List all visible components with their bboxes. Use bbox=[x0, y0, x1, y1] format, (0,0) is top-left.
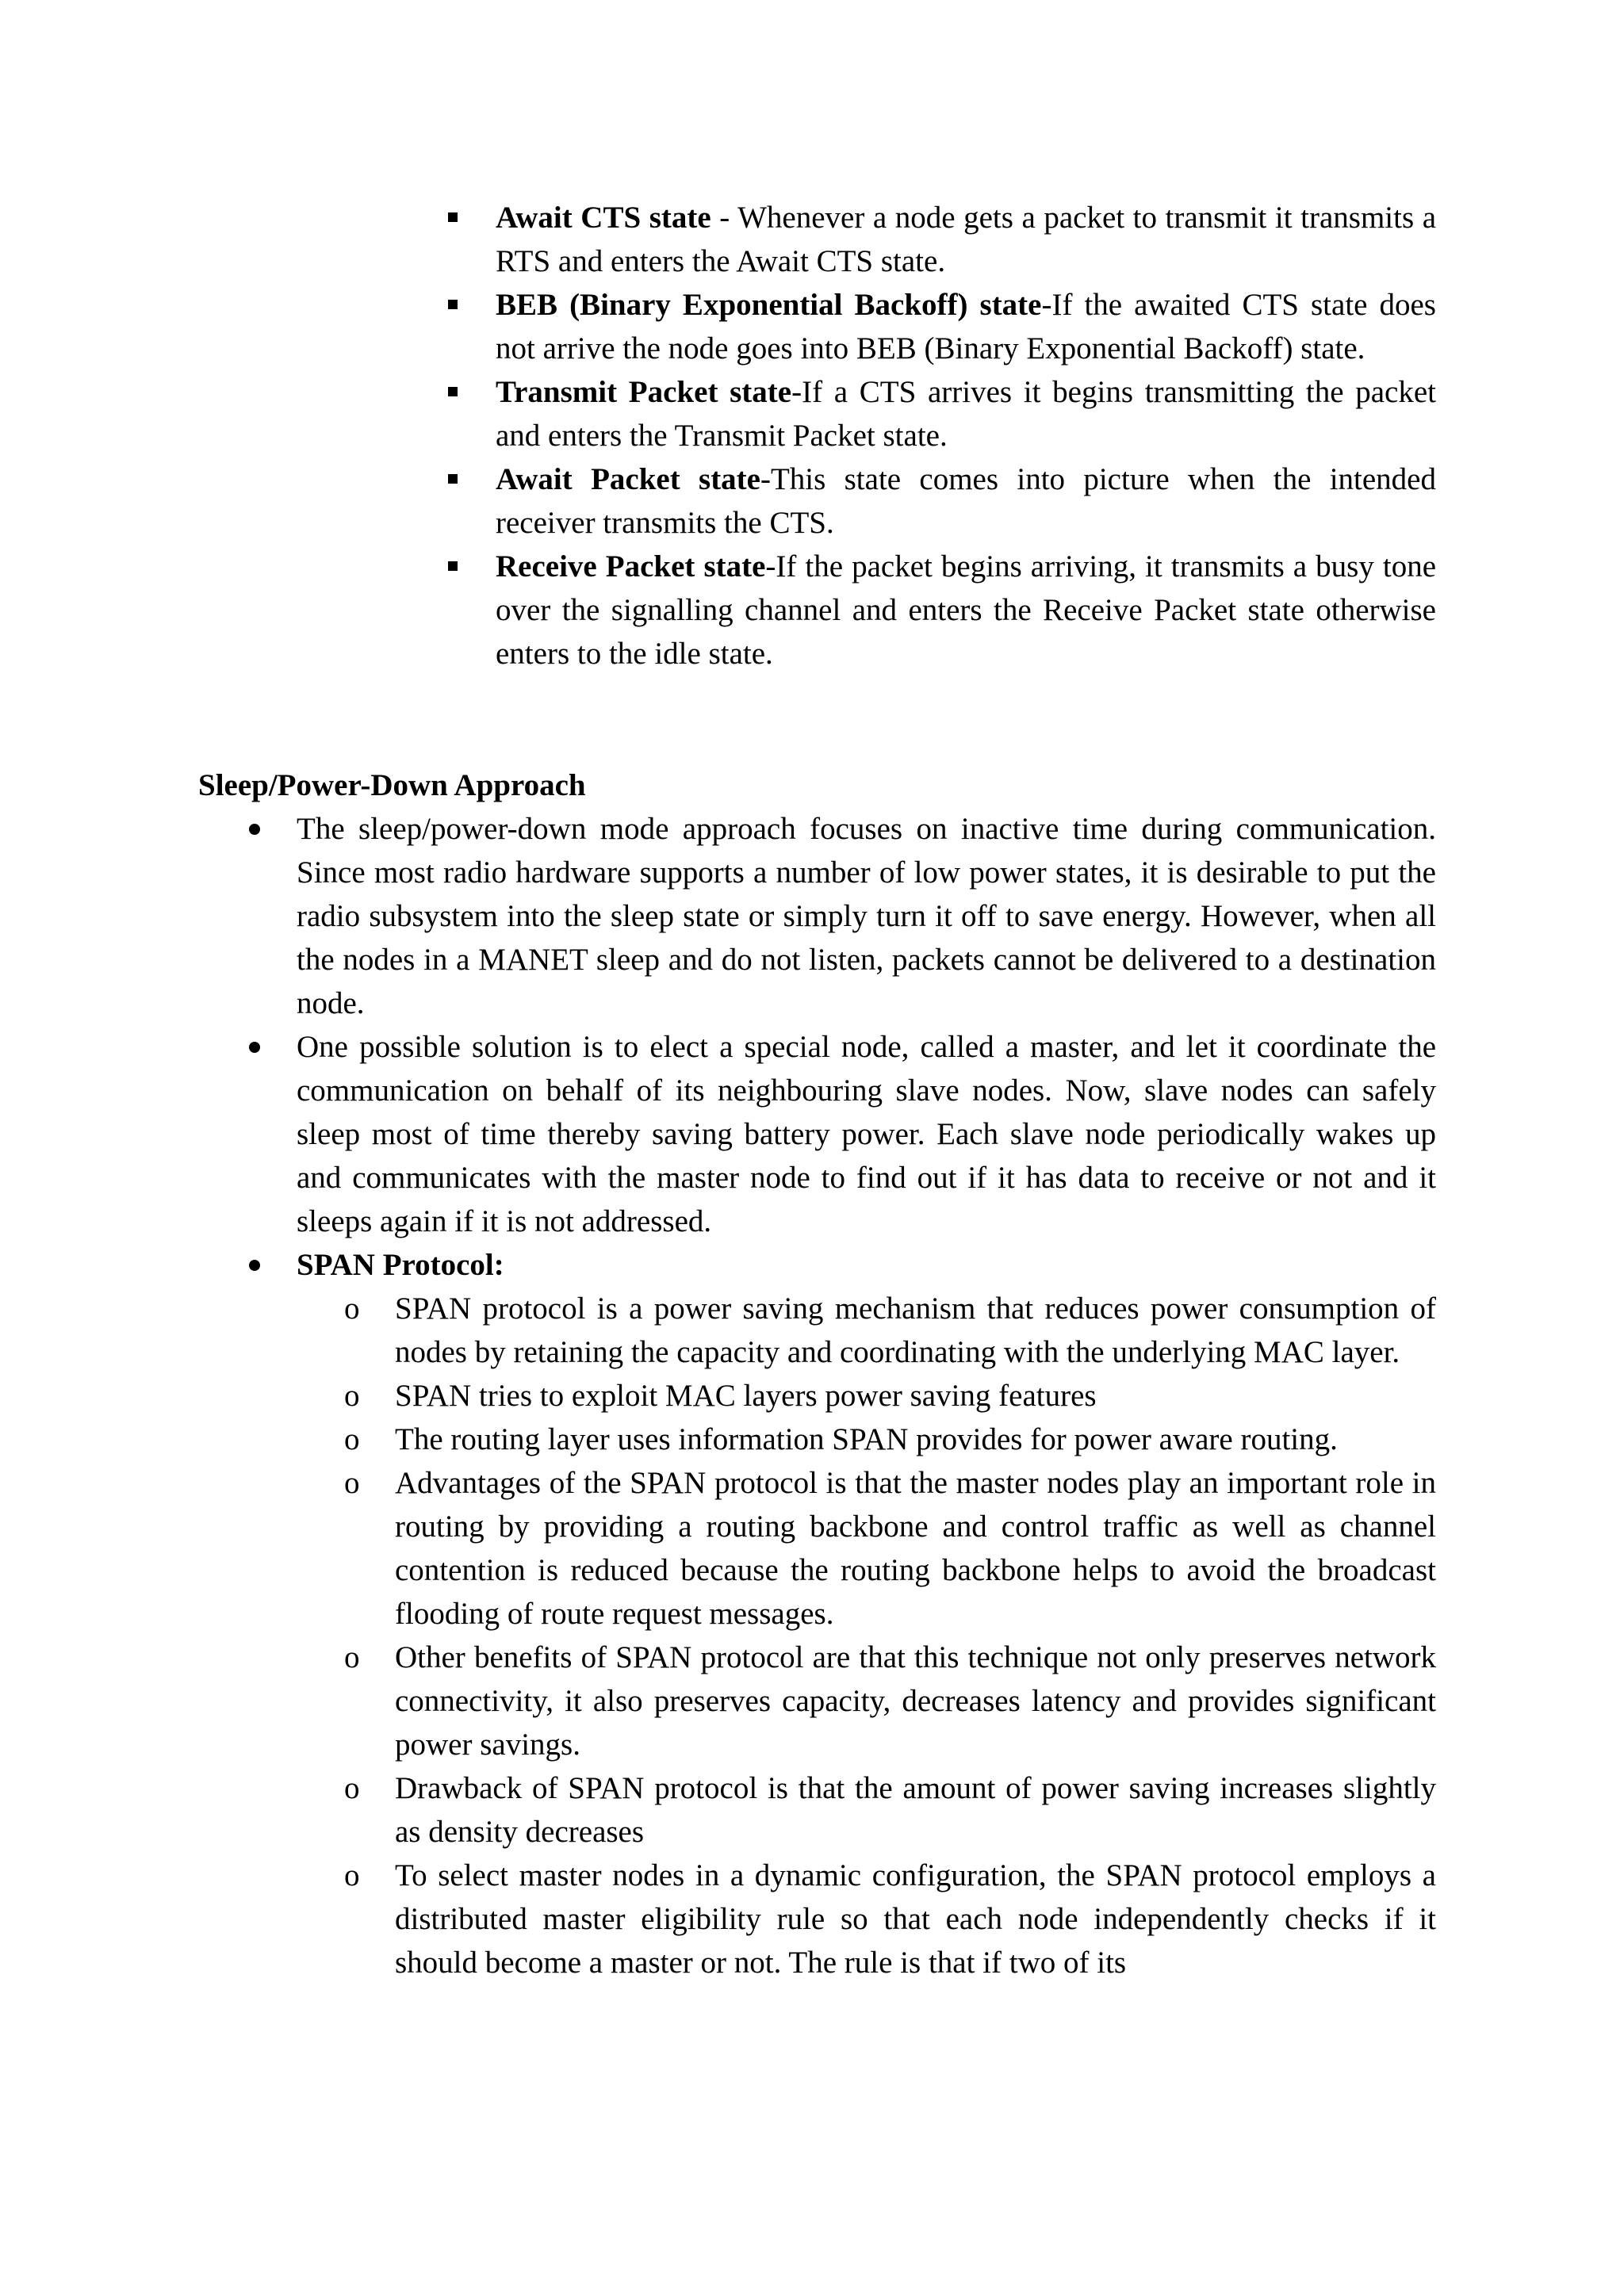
state-description: -If the packet begins arriving, it transmits a busy tone over the signalling channel and enters the Receive Packet state otherwise enters to the idle state. bbox=[496, 549, 1437, 671]
state-item-receive-packet bbox=[448, 545, 1436, 675]
state-item-await-packet bbox=[448, 457, 1436, 545]
bullet-text: The sleep/power-down mode approach focuses on inactive time during communication. Since most radio hardware supports a number of low power states, it is desirable to put the radio subsystem into the sleep state or simply turn it off to save energy. However, when all the nodes in a MANET sleep and do not listen, packets cannot be delivered to a destination node. bbox=[297, 812, 1436, 1020]
span-list-item bbox=[344, 1418, 1436, 1461]
span-item-text: Advantages of the SPAN protocol is that the master nodes play an important role in routing by providing a routing backbone and control traffic as well as channel contention is reduced because the routing backbone helps to avoid the broadcast flooding of route request messages. bbox=[395, 1466, 1436, 1631]
bullet-text: One possible solution is to elect a special node, called a master, and let it coordinate the communication on behalf of its neighbouring slave nodes. Now, slave nodes can safely sleep most of time thereby saving battery power. Each slave node periodically wakes up and communicates with the master node to find out if it has data to receive or not and it sleeps again if it is not addressed. bbox=[297, 1030, 1436, 1238]
span-list-item bbox=[344, 1374, 1436, 1418]
state-list bbox=[448, 196, 1436, 675]
state-description: -If the awaited CTS state does not arrive the node goes into BEB (Binary Exponential Backoff) state. bbox=[496, 288, 1436, 365]
hollow-bullet-icon: o bbox=[344, 1640, 360, 1674]
state-label: Await Packet state bbox=[496, 462, 760, 496]
span-list-item bbox=[344, 1287, 1436, 1374]
square-bullet-icon bbox=[448, 561, 458, 571]
state-description: -This state comes into picture when the intended receiver transmits the CTS. bbox=[496, 462, 1436, 540]
span-item-text: Drawback of SPAN protocol is that the amount of power saving increases slightly as density decreases bbox=[395, 1771, 1436, 1849]
section-bullet-list bbox=[246, 807, 1436, 1984]
state-label: Await CTS state bbox=[496, 201, 711, 235]
hollow-bullet-icon: o bbox=[344, 1466, 360, 1500]
span-item-text: SPAN tries to exploit MAC layers power saving features bbox=[395, 1379, 1097, 1413]
hollow-bullet-icon: o bbox=[344, 1292, 360, 1326]
span-list-item bbox=[344, 1636, 1436, 1766]
span-item-text: SPAN protocol is a power saving mechanism that reduces power consumption of nodes by retaining the capacity and coordinating with the underlying MAC layer. bbox=[395, 1292, 1436, 1369]
span-list-item bbox=[344, 1854, 1436, 1984]
state-description: -If a CTS arrives it begins transmitting the packet and enters the Transmit Packet state. bbox=[496, 375, 1437, 453]
span-list-item bbox=[344, 1766, 1436, 1854]
state-item-transmit-packet bbox=[448, 370, 1436, 457]
state-label: Transmit Packet state bbox=[496, 375, 792, 409]
state-label: Receive Packet state bbox=[496, 549, 766, 584]
hollow-bullet-icon: o bbox=[344, 1771, 360, 1805]
state-description: - Whenever a node gets a packet to transmit it transmits a RTS and enters the Await CTS state. bbox=[496, 201, 1437, 278]
state-item-await-cts bbox=[448, 196, 1436, 283]
state-label: BEB (Binary Exponential Backoff) state bbox=[496, 288, 1042, 322]
span-item-text: Other benefits of SPAN protocol are that this technique not only preserves network connectivity, it also preserves capacity, decreases latency and provides significant power savings. bbox=[395, 1640, 1436, 1762]
state-item-beb bbox=[448, 283, 1436, 370]
hollow-bullet-icon: o bbox=[344, 1379, 360, 1413]
span-protocol-list bbox=[344, 1287, 1436, 1984]
bullet-item bbox=[246, 1025, 1436, 1243]
bullet-item-span-protocol bbox=[246, 1243, 1436, 1984]
square-bullet-icon bbox=[448, 300, 458, 309]
hollow-bullet-icon: o bbox=[344, 1422, 360, 1456]
square-bullet-icon bbox=[448, 212, 458, 222]
bullet-icon bbox=[249, 824, 260, 835]
bullet-icon bbox=[249, 1042, 260, 1053]
span-list-item bbox=[344, 1461, 1436, 1636]
span-protocol-title: SPAN Protocol: bbox=[297, 1248, 504, 1282]
hollow-bullet-icon: o bbox=[344, 1858, 360, 1892]
bullet-item bbox=[246, 807, 1436, 1025]
span-item-text: The routing layer uses information SPAN provides for power aware routing. bbox=[395, 1422, 1338, 1456]
bullet-icon bbox=[249, 1260, 260, 1271]
span-item-text: To select master nodes in a dynamic configuration, the SPAN protocol employs a distributed master eligibility rule so that each node independently checks if it should become a master or not. The rule is that if two of its bbox=[395, 1858, 1436, 1980]
square-bullet-icon bbox=[448, 387, 458, 396]
square-bullet-icon bbox=[448, 474, 458, 484]
section-heading: Sleep/Power-Down Approach bbox=[198, 768, 586, 802]
